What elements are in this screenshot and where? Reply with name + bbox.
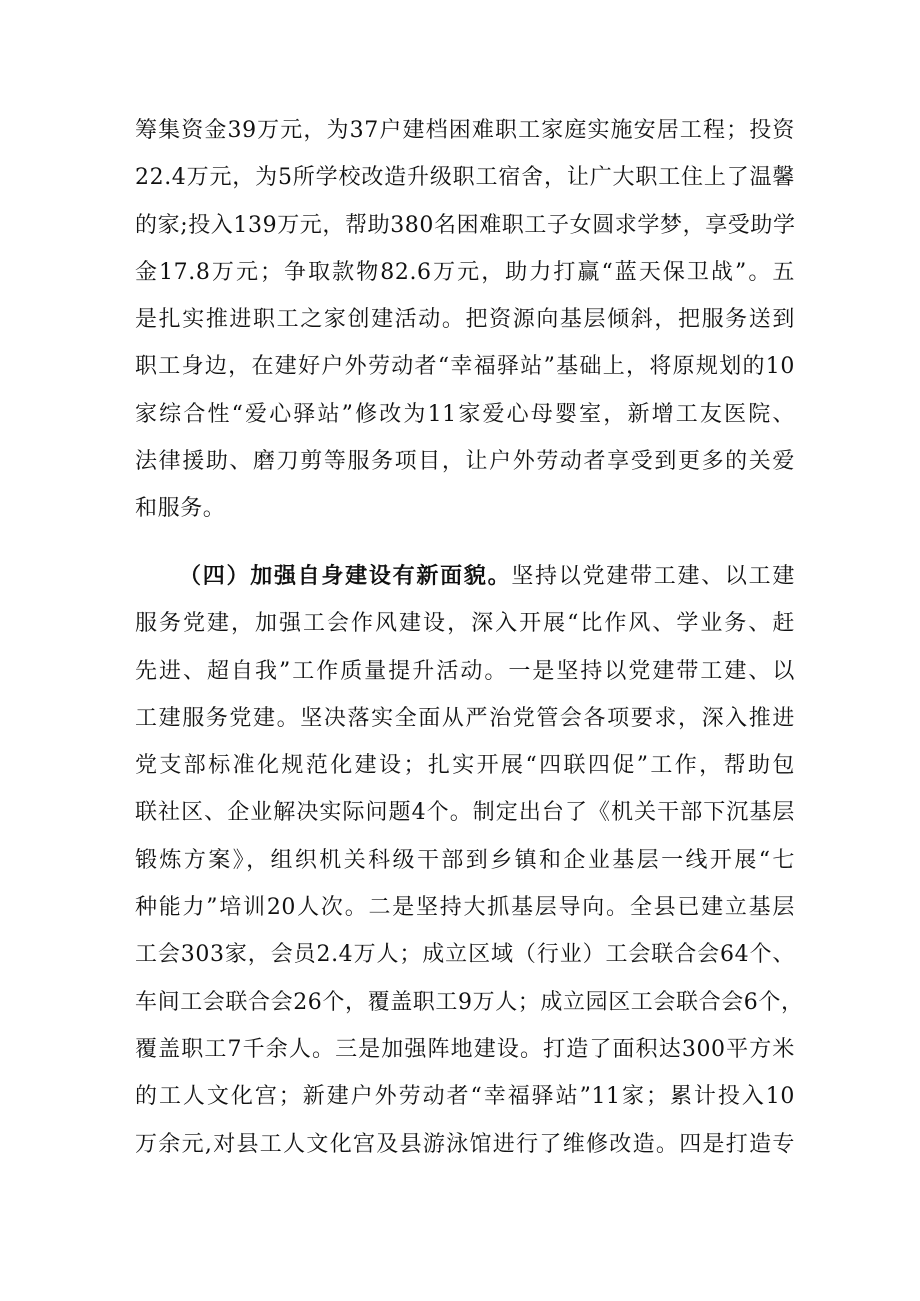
text-line: 万余元,对县工人文化宫及县游泳馆进行了维修改造。四是打造专	[135, 1131, 795, 1157]
text-line: 的家;投入139万元，帮助380名困难职工子女圆求学梦，享受助学	[135, 212, 796, 238]
text-line: 工会303家，会员2.4万人；成立区域（行业）工会联合会64个、	[135, 942, 795, 968]
text-line: 种能力”培训20人次。二是坚持大抓基层导向。全县已建立基层	[135, 895, 795, 921]
text-line: 先进、超自我”工作质量提升活动。一是坚持以党建带工建、以	[135, 658, 795, 684]
paragraph-first-line	[135, 553, 795, 600]
text-line: 覆盖职工7千余人。三是加强阵地建设。打造了面积达300平方米	[135, 1036, 795, 1062]
text-line: 的工人文化宫；新建户外劳动者“幸福驿站”11家；累计投入10	[135, 1084, 795, 1110]
text-line: 车间工会联合会26个，覆盖职工9万人；成立园区工会联合会6个，	[135, 989, 804, 1015]
text-line: 家综合性“爱心驿站”修改为11家爱心母婴室，新增工友医院、	[135, 401, 795, 427]
text-line: 法律援助、磨刀剪等服务项目，让户外劳动者享受到更多的关爱	[135, 449, 795, 475]
text-line: 职工身边，在建好户外劳动者“幸福驿站”基础上，将原规划的10	[135, 354, 795, 380]
section-heading: （四）加强自身建设有新面貌。	[179, 563, 512, 589]
text-line: 工建服务党建。坚决落实全面从严治党管会各项要求，深入推进	[135, 705, 795, 731]
heading-line-rest: 坚持以党建带工建、以工建	[511, 564, 796, 589]
text-line: 是扎实推进职工之家创建活动。把资源向基层倾斜，把服务送到	[135, 307, 795, 333]
text-line: 服务党建，加强工会作风建设，深入开展“比作风、学业务、赶	[135, 611, 795, 637]
text-line: 22.4万元，为5所学校改造升级职工宿舍，让广大职工住上了温馨	[135, 165, 795, 191]
text-line: 锻炼方案》，组织机关科级干部到乡镇和企业基层一线开展“七	[135, 847, 795, 873]
paragraph-2	[135, 553, 804, 1168]
text-line: 金17.8万元；争取款物82.6万元，助力打赢“蓝天保卫战”。五	[135, 259, 795, 285]
paragraph-1	[135, 107, 795, 533]
text-line: 筹集资金39万元，为37户建档困难职工家庭实施安居工程；投资	[135, 118, 795, 143]
text-line: 联社区、企业解决实际问题4个。制定出台了《机关干部下沉基层	[135, 800, 795, 826]
text-line: 党支部标准化规范化建设；扎实开展“四联四促”工作，帮助包	[135, 753, 795, 779]
text-line: 和服务。	[135, 496, 226, 522]
